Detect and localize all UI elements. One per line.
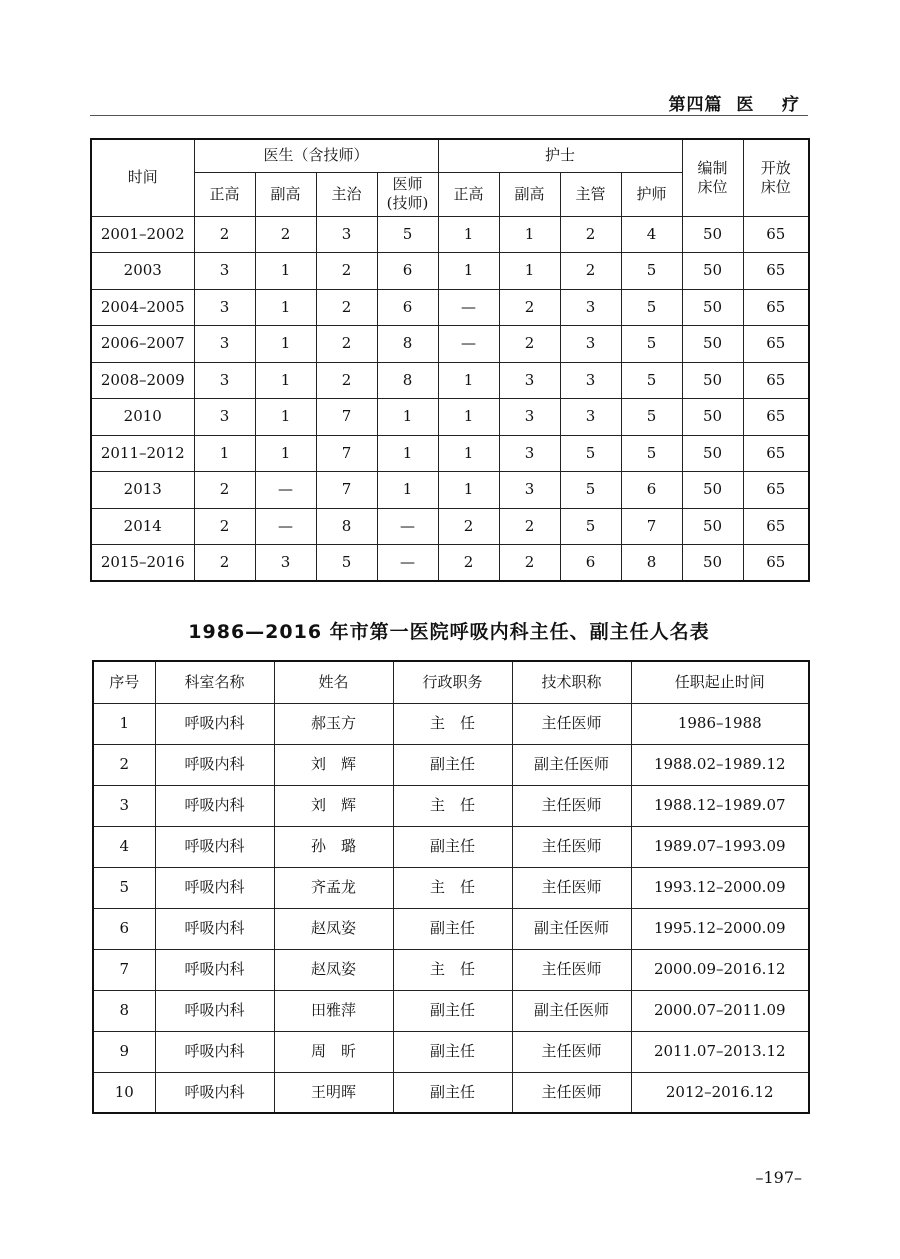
table-cell: 5 [377, 216, 438, 253]
table-cell: 2000.07–2011.09 [631, 990, 809, 1031]
open-beds-header: 开放 床位 [743, 139, 809, 216]
table-cell: 主任医师 [512, 703, 631, 744]
table-cell: 8 [316, 508, 377, 545]
table-cell: 主任医师 [512, 1031, 631, 1072]
column-header: 科室名称 [155, 661, 274, 703]
sub-header: 正高 [438, 172, 499, 216]
table-row [91, 216, 809, 253]
sub-header: 主治 [316, 172, 377, 216]
table-cell: 副主任 [393, 990, 512, 1031]
table-cell: 1 [499, 216, 560, 253]
table-row [91, 399, 809, 436]
column-header: 任职起止时间 [631, 661, 809, 703]
table-cell: 1 [438, 399, 499, 436]
table-cell: 5 [560, 472, 621, 509]
table-cell: 主 任 [393, 785, 512, 826]
table-cell: 1 [255, 362, 316, 399]
table-cell: 副主任医师 [512, 744, 631, 785]
table-cell: 2 [316, 253, 377, 290]
table-row [93, 703, 809, 744]
table-cell: 呼吸内科 [155, 908, 274, 949]
table-cell: — [377, 545, 438, 582]
table-cell: 2 [194, 545, 255, 582]
table-cell: 2011.07–2013.12 [631, 1031, 809, 1072]
table-cell: 2001–2002 [91, 216, 194, 253]
table-cell: 8 [93, 990, 155, 1031]
table-cell: 2 [560, 253, 621, 290]
directors-table [92, 660, 810, 1114]
table-cell: 2 [438, 508, 499, 545]
staffing-table [90, 138, 810, 582]
table-cell: 2 [316, 326, 377, 363]
table-cell: 3 [499, 435, 560, 472]
table-cell: 主 任 [393, 867, 512, 908]
directors-table-body [93, 703, 809, 1113]
table-cell: 副主任 [393, 826, 512, 867]
table-cell: 3 [194, 326, 255, 363]
table-cell: 呼吸内科 [155, 703, 274, 744]
table-row [93, 785, 809, 826]
table-cell: 6 [560, 545, 621, 582]
table-cell: 65 [743, 435, 809, 472]
table-cell: 主任医师 [512, 1072, 631, 1113]
table-row [91, 289, 809, 326]
table-row [91, 545, 809, 582]
table-cell: 呼吸内科 [155, 1031, 274, 1072]
table-row [91, 326, 809, 363]
table-cell: 65 [743, 326, 809, 363]
table-cell: 50 [682, 326, 743, 363]
table-cell: 10 [93, 1072, 155, 1113]
table-cell: 3 [499, 472, 560, 509]
table-cell: 2 [499, 545, 560, 582]
table-cell: 副主任医师 [512, 908, 631, 949]
table-cell: 2003 [91, 253, 194, 290]
table-cell: 赵凤姿 [274, 908, 393, 949]
table-row [93, 949, 809, 990]
table-cell: — [438, 289, 499, 326]
table-cell: 齐孟龙 [274, 867, 393, 908]
table-cell: 65 [743, 362, 809, 399]
table-cell: 2006–2007 [91, 326, 194, 363]
table-cell: 副主任 [393, 744, 512, 785]
table-cell: 3 [316, 216, 377, 253]
table2-title: 1986—2016 年市第一医院呼吸内科主任、副主任人名表 [188, 621, 710, 643]
column-header: 行政职务 [393, 661, 512, 703]
table-cell: 副主任 [393, 908, 512, 949]
table-cell: 1 [438, 216, 499, 253]
table-cell: 3 [194, 399, 255, 436]
table-cell: 呼吸内科 [155, 826, 274, 867]
table-cell: 5 [621, 435, 682, 472]
table-cell: 1988.02–1989.12 [631, 744, 809, 785]
table-cell: 8 [621, 545, 682, 582]
table-cell: 呼吸内科 [155, 785, 274, 826]
nurse-group-header: 护士 [438, 139, 682, 172]
table-cell: 2004–2005 [91, 289, 194, 326]
table-cell: 副主任 [393, 1031, 512, 1072]
table-cell: 呼吸内科 [155, 744, 274, 785]
table-cell: 1 [255, 289, 316, 326]
table-cell: 5 [560, 435, 621, 472]
table-cell: 1 [255, 326, 316, 363]
table-cell: 8 [377, 326, 438, 363]
table-cell: 2 [438, 545, 499, 582]
table-cell: 2 [499, 326, 560, 363]
section-title: 第四篇 医 疗 [668, 95, 800, 115]
table-cell: 1 [194, 435, 255, 472]
table-cell: 2008–2009 [91, 362, 194, 399]
table-cell: 65 [743, 289, 809, 326]
table-cell: 1 [377, 472, 438, 509]
sub-header: 正高 [194, 172, 255, 216]
table-cell: 7 [93, 949, 155, 990]
table-cell: 2014 [91, 508, 194, 545]
table-cell: 3 [93, 785, 155, 826]
table-cell: 呼吸内科 [155, 990, 274, 1031]
table-cell: 65 [743, 508, 809, 545]
table-cell: 50 [682, 435, 743, 472]
table-cell: 2 [316, 362, 377, 399]
table-cell: 3 [560, 289, 621, 326]
table-row [93, 1031, 809, 1072]
table-cell: 2010 [91, 399, 194, 436]
table-cell: 3 [255, 545, 316, 582]
table-cell: 3 [560, 362, 621, 399]
table-cell: 7 [316, 472, 377, 509]
table-cell: 5 [621, 253, 682, 290]
table-row [93, 908, 809, 949]
table-cell: 1 [499, 253, 560, 290]
table-cell: 2 [255, 216, 316, 253]
table-row [91, 435, 809, 472]
table-cell: 5 [621, 289, 682, 326]
table-cell: 周 昕 [274, 1031, 393, 1072]
table-cell: 6 [93, 908, 155, 949]
table-cell: 2 [194, 508, 255, 545]
table-cell: 1 [255, 253, 316, 290]
table-cell: 3 [499, 399, 560, 436]
table-row [91, 508, 809, 545]
table-cell: 1 [438, 253, 499, 290]
table-cell: 2011–2012 [91, 435, 194, 472]
sub-header: 护师 [621, 172, 682, 216]
table-cell: 主任医师 [512, 867, 631, 908]
table-row [93, 990, 809, 1031]
table-cell: 孙 璐 [274, 826, 393, 867]
table-cell: 2 [499, 508, 560, 545]
table-cell: 50 [682, 399, 743, 436]
running-header [90, 88, 808, 116]
table-cell: 1 [438, 435, 499, 472]
header-rule [90, 115, 808, 116]
table-cell: 5 [621, 399, 682, 436]
table-cell: 6 [377, 253, 438, 290]
table-cell: 2012–2016.12 [631, 1072, 809, 1113]
table-cell: 2 [560, 216, 621, 253]
table-cell: 3 [499, 362, 560, 399]
table-cell: 主任医师 [512, 949, 631, 990]
table-cell: 3 [194, 362, 255, 399]
table-cell: 1 [438, 362, 499, 399]
table-row [93, 744, 809, 785]
table-cell: 6 [621, 472, 682, 509]
table-cell: 2 [316, 289, 377, 326]
staffing-table-body [91, 216, 809, 581]
table-cell: — [255, 472, 316, 509]
table-cell: 5 [560, 508, 621, 545]
table-cell: 5 [621, 326, 682, 363]
table-row [91, 362, 809, 399]
table-cell: 1993.12–2000.09 [631, 867, 809, 908]
table-cell: 2 [93, 744, 155, 785]
table-cell: 2015–2016 [91, 545, 194, 582]
page-number: –197– [755, 1168, 802, 1187]
table-cell: 1 [438, 472, 499, 509]
table-cell: 1 [255, 435, 316, 472]
table-cell: 田雅萍 [274, 990, 393, 1031]
table-cell: 5 [621, 362, 682, 399]
time-header: 时间 [91, 139, 194, 216]
table-cell: 7 [316, 399, 377, 436]
table-cell: 呼吸内科 [155, 1072, 274, 1113]
table-cell: 1988.12–1989.07 [631, 785, 809, 826]
table-cell: 9 [93, 1031, 155, 1072]
table-cell: 50 [682, 289, 743, 326]
table-cell: 3 [194, 253, 255, 290]
table-cell: 呼吸内科 [155, 949, 274, 990]
table-cell: 副主任医师 [512, 990, 631, 1031]
column-header: 序号 [93, 661, 155, 703]
table-cell: 50 [682, 545, 743, 582]
table-cell: 65 [743, 253, 809, 290]
table-row [91, 472, 809, 509]
sub-header: 主管 [560, 172, 621, 216]
table-cell: 50 [682, 216, 743, 253]
table-cell: 2013 [91, 472, 194, 509]
table-row [93, 867, 809, 908]
table-cell: 王明晖 [274, 1072, 393, 1113]
table-cell: 5 [93, 867, 155, 908]
table-cell: 50 [682, 472, 743, 509]
sub-header: 医师 (技师) [377, 172, 438, 216]
table-cell: 1989.07–1993.09 [631, 826, 809, 867]
table-cell: 1 [93, 703, 155, 744]
table-cell: — [438, 326, 499, 363]
table-cell: 7 [316, 435, 377, 472]
table-cell: 赵凤姿 [274, 949, 393, 990]
table-cell: 50 [682, 362, 743, 399]
table-cell: 5 [316, 545, 377, 582]
table-cell: 主 任 [393, 949, 512, 990]
doctor-group-header: 医生（含技师） [194, 139, 438, 172]
table-cell: 2 [194, 216, 255, 253]
table-cell: 2000.09–2016.12 [631, 949, 809, 990]
sub-header: 副高 [499, 172, 560, 216]
table-cell: 65 [743, 399, 809, 436]
table-cell: 郝玉方 [274, 703, 393, 744]
table-row [93, 826, 809, 867]
table-cell: 刘 辉 [274, 744, 393, 785]
table-cell: 4 [621, 216, 682, 253]
column-header: 技术职称 [512, 661, 631, 703]
table-cell: 1 [377, 399, 438, 436]
table-cell: 2 [499, 289, 560, 326]
table-row [93, 1072, 809, 1113]
table-cell: 呼吸内科 [155, 867, 274, 908]
table-row [91, 253, 809, 290]
table-cell: 4 [93, 826, 155, 867]
table-cell: 65 [743, 472, 809, 509]
sub-header: 副高 [255, 172, 316, 216]
table-cell: 3 [194, 289, 255, 326]
table-cell: 1995.12–2000.09 [631, 908, 809, 949]
table-cell: 3 [560, 399, 621, 436]
table-cell: 8 [377, 362, 438, 399]
table-cell: 主任医师 [512, 826, 631, 867]
table-cell: 主任医师 [512, 785, 631, 826]
table-cell: 65 [743, 545, 809, 582]
table-cell: — [255, 508, 316, 545]
table-cell: 1 [377, 435, 438, 472]
table-cell: 65 [743, 216, 809, 253]
table-cell: 6 [377, 289, 438, 326]
table-cell: 主 任 [393, 703, 512, 744]
table-cell: 刘 辉 [274, 785, 393, 826]
table-cell: — [377, 508, 438, 545]
table-cell: 1 [255, 399, 316, 436]
table-cell: 3 [560, 326, 621, 363]
column-header: 姓名 [274, 661, 393, 703]
table-cell: 副主任 [393, 1072, 512, 1113]
table-cell: 1986–1988 [631, 703, 809, 744]
table-cell: 2 [194, 472, 255, 509]
fixed-beds-header: 编制 床位 [682, 139, 743, 216]
table-cell: 50 [682, 253, 743, 290]
table-cell: 50 [682, 508, 743, 545]
table-cell: 7 [621, 508, 682, 545]
